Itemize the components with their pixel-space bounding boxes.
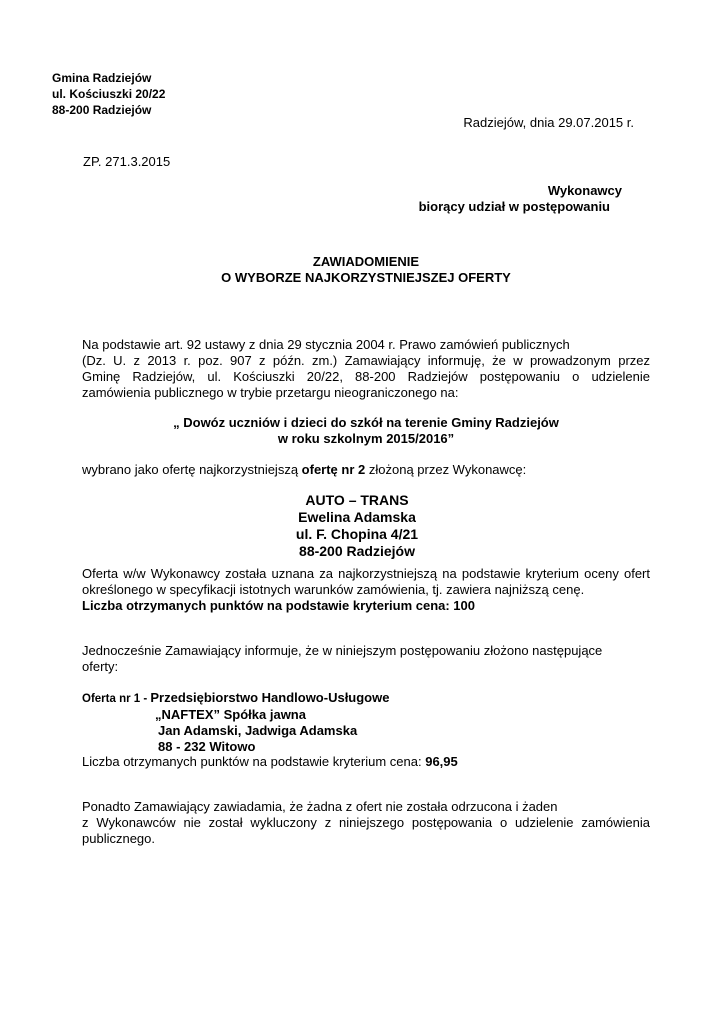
- justification-line1: Oferta w/w Wykonawcy została uznana za najkorzystniejszą na podstawie kryterium oceny ofert: [82, 566, 650, 581]
- subject-line2: w roku szkolnym 2015/2016”: [277, 431, 455, 446]
- intro-line4: zamówienia publicznego w trybie przetargu nieograniczonego na:: [82, 385, 459, 400]
- sender-street: ul. Kościuszki 20/22: [52, 87, 166, 101]
- closing-paragraph: [82, 799, 650, 847]
- winning-contractor: [82, 492, 632, 560]
- offer-1-line1: Przedsiębiorstwo Handlowo-Usługowe: [150, 690, 390, 705]
- winner-line3: ul. F. Chopina 4/21: [295, 526, 419, 542]
- offer-1-points-value: 96,95: [425, 754, 458, 769]
- addressee-line2: biorący udział w postępowaniu: [418, 199, 610, 214]
- justification-line2: określonego w specyfikacji istotnych warunków zamówienia, tj. zawiera najniższą cenę.: [82, 582, 585, 597]
- contract-subject: [82, 415, 650, 447]
- closing-line2: z Wykonawców nie został wykluczony z niniejszego postępowania o udzielenie zamówienia: [82, 815, 650, 830]
- winner-line2: Ewelina Adamska: [298, 509, 416, 525]
- document-title: [82, 254, 650, 286]
- title-line2: O WYBORZE NAJKORZYSTNIEJSZEJ OFERTY: [221, 270, 511, 285]
- selection-before: wybrano jako ofertę najkorzystniejszą: [82, 462, 302, 477]
- addressee-block: [390, 183, 650, 215]
- reference-number: ZP. 271.3.2015: [83, 154, 171, 169]
- offer-1-points-label: Liczba otrzymanych punktów na podstawie kryterium cena:: [82, 754, 426, 769]
- subject-line1: „ Dowóz uczniów i dzieci do szkół na terenie Gminy Radziejów: [173, 415, 559, 430]
- intro-line1: Na podstawie art. 92 ustawy z dnia 29 stycznia 2004 r. Prawo zamówień publicznych: [82, 337, 570, 352]
- intro-line2: (Dz. U. z 2013 r. poz. 907 z późn. zm.) Zamawiający informuję, że w prowadzonym przez: [82, 353, 650, 368]
- title-line1: ZAWIADOMIENIE: [312, 254, 420, 269]
- winner-line4: 88-200 Radziejów: [299, 543, 415, 559]
- offer-1-line3: Jan Adamski, Jadwiga Adamska: [158, 723, 358, 738]
- winner-points: Liczba otrzymanych punktów na podstawie kryterium cena: 100: [82, 598, 475, 613]
- closing-line1: Ponadto Zamawiający zawiadamia, że żadna z ofert nie została odrzucona i żaden: [82, 799, 558, 814]
- offer-1-block: [82, 690, 389, 755]
- addressee-line1: Wykonawcy: [547, 183, 622, 198]
- sender-block: [52, 70, 165, 118]
- offer-1-line2: „NAFTEX” Spółka jawna: [155, 707, 306, 722]
- offers-intro: [82, 643, 650, 675]
- justification-paragraph: [82, 566, 650, 614]
- intro-paragraph: [82, 337, 650, 401]
- closing-line3: publicznego.: [82, 831, 155, 846]
- sender-name: Gmina Radziejów: [52, 71, 152, 85]
- intro-line3: Gminę Radziejów, ul. Kościuszki 20/22, 88-200 Radziejów postępowaniu o udzielenie: [82, 369, 650, 384]
- selected-offer-number: ofertę nr 2: [301, 462, 366, 477]
- offer-1-points: [82, 754, 458, 770]
- offers-intro-line2: oferty:: [82, 659, 119, 674]
- offer-1-label: Oferta nr 1 -: [82, 693, 151, 705]
- selection-after: złożoną przez Wykonawcę:: [365, 462, 527, 477]
- selection-sentence: [82, 462, 526, 478]
- offers-intro-line1: Jednocześnie Zamawiający informuje, że w niniejszym postępowaniu złożono następujące: [82, 643, 603, 658]
- place-date: Radziejów, dnia 29.07.2015 r.: [463, 115, 634, 130]
- offer-1-line4: 88 - 232 Witowo: [158, 739, 256, 754]
- sender-city: 88-200 Radziejów: [52, 103, 152, 117]
- winner-line1: AUTO – TRANS: [305, 492, 409, 508]
